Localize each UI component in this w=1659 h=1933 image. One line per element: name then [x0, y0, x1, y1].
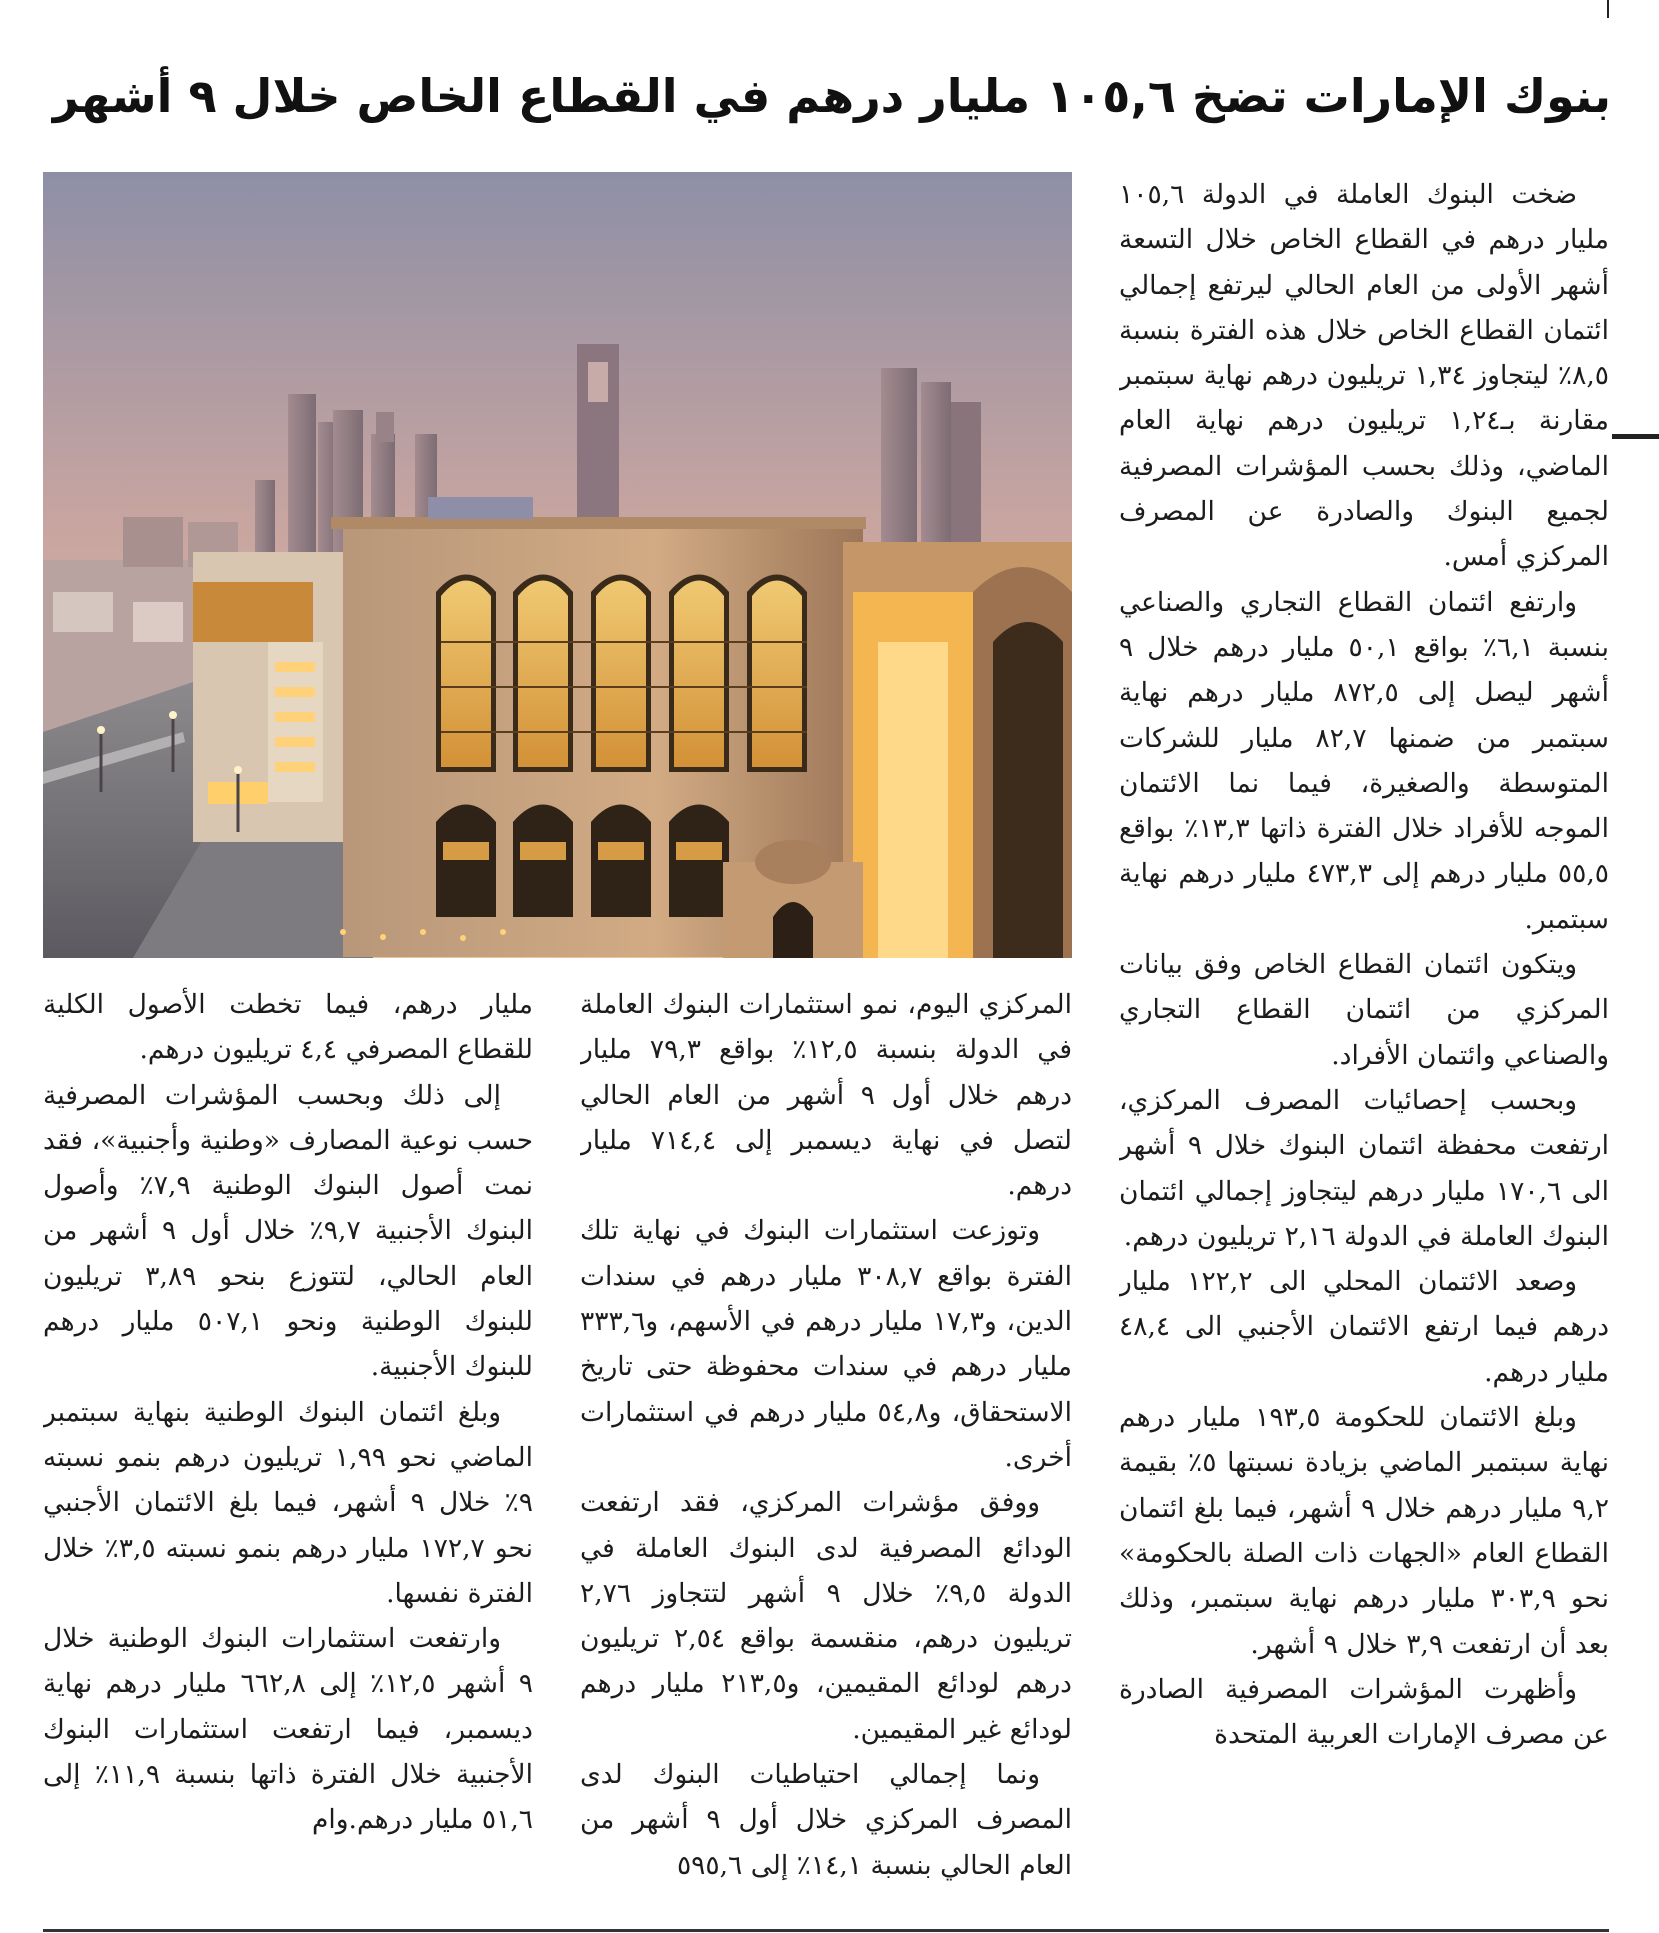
article-paragraph: وارتفع ائتمان القطاع التجاري والصناعي بنسبة ٦,١٪ بواقع ٥٠,١ مليار درهم خلال ٩ أشهر ليصل إلى ٨٧٢,٥ مليار درهم نهاية سبتمبر من ضمنها ٨٢,٧ مليار للشركات المتوسطة والصغيرة، فيما نما الائتمان الموجه للأفراد خلال الفترة ذاتها ١٣,٣٪ بواقع ٥٥,٥ مليار درهم إلى ٤٧٣,٣ مليار درهم نهاية سبتمبر. [1119, 586, 1609, 935]
article-paragraph: إلى ذلك وبحسب المؤشرات المصرفية حسب نوعية المصارف «وطنية وأجنبية»، فقد نمت أصول البنوك الوطنية ٧,٩٪ وأصول البنوك الأجنبية ٩,٧٪ خلال أول ٩ أشهر من العام الحالي، لتتوزع بنحو ٣,٨٩ تريليون للبنوك الوطنية ونحو ٥٠٧,١ مليار درهم للبنوك الأجنبية. [43, 1079, 533, 1383]
article-paragraph: ضخت البنوك العاملة في الدولة ١٠٥,٦ مليار درهم في القطاع الخاص خلال التسعة أشهر الأولى من العام الحالي ليرتفع إجمالي ائتمان القطاع الخاص خلال هذه الفترة بنسبة ٨,٥٪ ليتجاوز ١,٣٤ تريليون درهم نهاية سبتمبر مقارنة بـ١,٢٤ تريليون درهم نهاية العام الماضي، وذلك بحسب المؤشرات المصرفية لجميع البنوك والصادرة عن المصرف المركزي أمس. [1119, 179, 1609, 573]
article-paragraph: ونما إجمالي احتياطيات البنوك لدى المصرف المركزي خلال أول ٩ أشهر من العام الحالي بنسبة ١٤,١٪ إلى ٥٩٥,٦ [580, 1759, 1072, 1881]
article-paragraph: ويتكون ائتمان القطاع الخاص وفق بيانات المركزي من ائتمان القطاع التجاري والصناعي وائتمان الأفراد. [1119, 949, 1609, 1071]
article-paragraph: وارتفعت استثمارات البنوك الوطنية خلال ٩ أشهر ١٢,٥٪ إلى ٦٦٢,٨ مليار درهم نهاية ديسمبر، فيما ارتفعت استثمارات البنوك الأجنبية خلال الفترة ذاتها بنسبة ١١,٩٪ إلى ٥١,٦ مليار درهم.وام [43, 1623, 533, 1836]
article-column-right [1119, 172, 1609, 1912]
column-tick-mark [1607, 0, 1609, 18]
article-headline: بنوك الإمارات تضخ ١٠٥,٦ مليار درهم في القطاع الخاص خلال ٩ أشهر [52, 69, 1611, 123]
central-bank-building-image [43, 172, 1072, 958]
article-paragraph: وبحسب إحصائيات المصرف المركزي، ارتفعت محفظة ائتمان البنوك خلال ٩ أشهر الى ١٧٠,٦ مليار درهم ليتجاوز إجمالي ائتمان البنوك العاملة في الدولة ٢,١٦ تريليون درهم. [1119, 1084, 1609, 1252]
article-paragraph: وبلغ الائتمان للحكومة ١٩٣,٥ مليار درهم نهاية سبتمبر الماضي بزيادة نسبتها ٥٪ بقيمة ٩,٢ مليار درهم خلال ٩ أشهر، فيما بلغ ائتمان القطاع العام «الجهات ذات الصلة بالحكومة» نحو ٣٠٣,٩ مليار درهم نهاية سبتمبر، وذلك بعد أن ارتفعت ٣,٩ خلال ٩ أشهر. [1119, 1402, 1609, 1660]
article-paragraph: ووفق مؤشرات المركزي، فقد ارتفعت الودائع المصرفية لدى البنوك العاملة في الدولة ٩,٥٪ خلال ٩ أشهر لتتجاوز ٢,٧٦ تريليون درهم، منقسمة بواقع ٢,٥٤ تريليون درهم لودائع المقيمين، و٢١٣,٥ مليار درهم لودائع غير المقيمين. [580, 1487, 1072, 1745]
bottom-divider [43, 1929, 1609, 1932]
margin-tick-mark [1612, 434, 1659, 439]
article-paragraph: وتوزعت استثمارات البنوك في نهاية تلك الفترة بواقع ٣٠٨,٧ مليار درهم في سندات الدين، و١٧,٣ مليار درهم في الأسهم، و٣٣٣,٦ مليار درهم في سندات محفوظة حتى تاريخ الاستحقاق، و٥٤,٨ مليار درهم في استثمارات أخرى. [580, 1215, 1072, 1473]
article-paragraph: وصعد الائتمان المحلي الى ١٢٢,٢ مليار درهم فيما ارتفع الائتمان الأجنبي الى ٤٨,٤ مليار درهم. [1119, 1266, 1609, 1388]
article-paragraph: وأظهرت المؤشرات المصرفية الصادرة عن مصرف الإمارات العربية المتحدة [1119, 1673, 1609, 1751]
article-column-middle [580, 982, 1072, 1912]
article-paragraph: المركزي اليوم، نمو استثمارات البنوك العاملة في الدولة بنسبة ١٢,٥٪ بواقع ٧٩,٣ مليار درهم خلال أول ٩ أشهر من العام الحالي لتصل في نهاية ديسمبر إلى ٧١٤,٤ مليار درهم. [580, 989, 1072, 1202]
article-paragraph: وبلغ ائتمان البنوك الوطنية بنهاية سبتمبر الماضي نحو ١,٩٩ تريليون درهم بنمو نسبته ٩٪ خلال ٩ أشهر، فيما بلغ الائتمان الأجنبي نحو ١٧٢,٧ مليار درهم بنمو نسبته ٣,٥٪ خلال الفترة نفسها. [43, 1396, 533, 1609]
article-paragraph: مليار درهم، فيما تخطت الأصول الكلية للقطاع المصرفي ٤,٤ تريليون درهم. [43, 989, 533, 1066]
article-photo [43, 172, 1072, 958]
article-column-left [43, 982, 533, 1912]
